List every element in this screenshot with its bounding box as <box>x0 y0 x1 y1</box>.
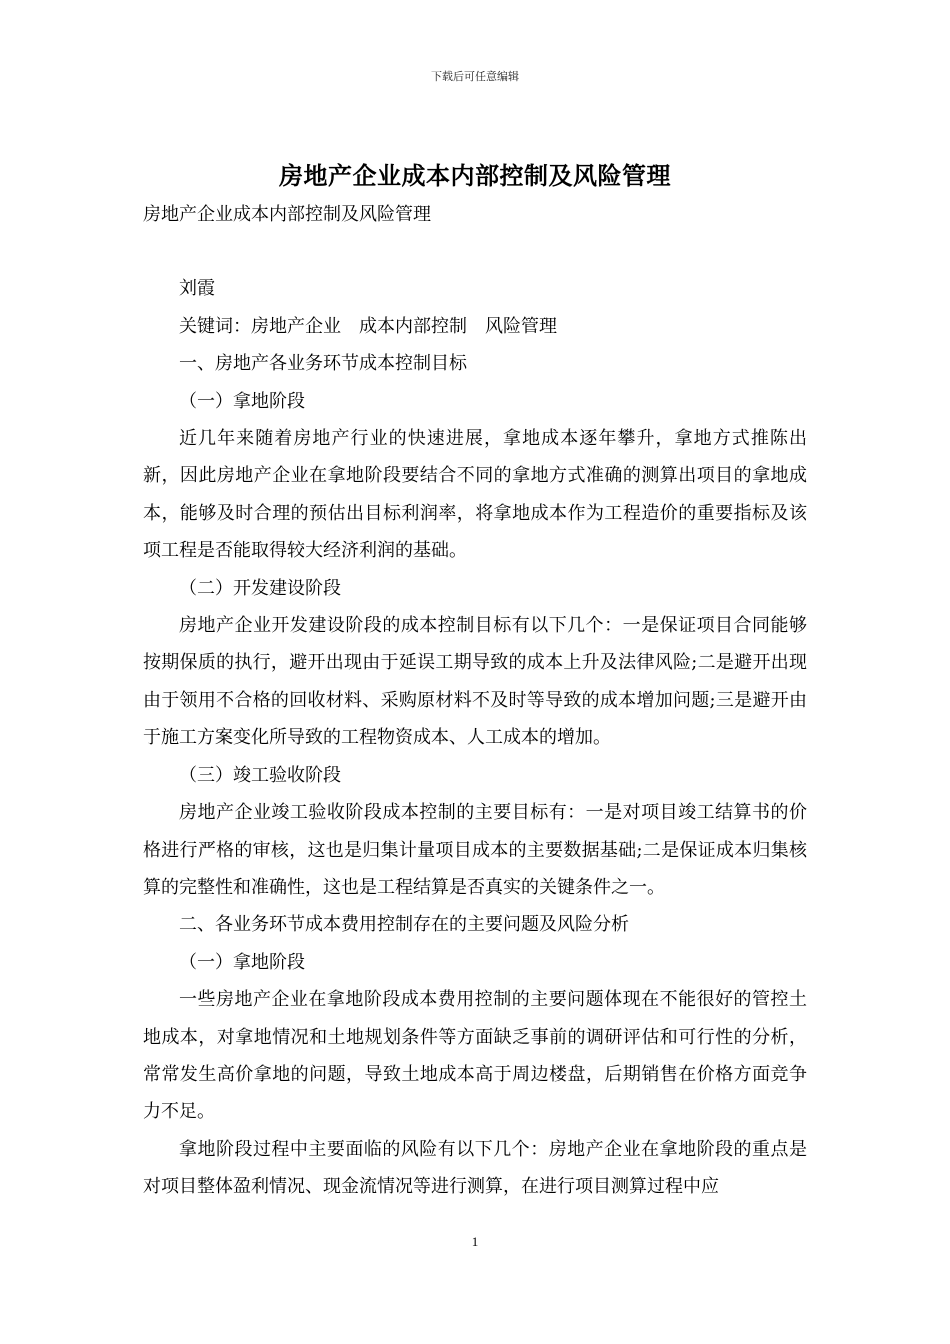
section-heading: 一、房地产各业务环节成本控制目标 <box>179 353 467 375</box>
page-header: 下载后可任意编辑 <box>431 70 519 83</box>
author: 刘霞 <box>179 278 215 300</box>
document-body <box>143 196 807 1206</box>
paragraph: 拿地阶段过程中主要面临的风险有以下几个：房地产企业在拿地阶段的重点是对项目整体盈利情况、现金流情况等进行测算，在进行项目测算过程中应 <box>143 1138 807 1198</box>
subsection-heading: （三）竣工验收阶段 <box>179 764 341 786</box>
page-number: 1 <box>471 1234 479 1249</box>
paragraph: 房地产企业开发建设阶段的成本控制目标有以下几个：一是保证项目合同能够按期保质的执行，避开出现由于延误工期导致的成本上升及法律风险;二是避开出现由于领用不合格的回收材料、采购原材料不及时等导致的成本增加问题;三是避开由于施工方案变化所导致的工程物资成本、人工成本的增加。 <box>143 615 807 749</box>
document-title: 房地产企业成本内部控制及风险管理 <box>279 162 671 190</box>
keywords: 关键词：房地产企业 成本内部控制 风险管理 <box>179 315 557 337</box>
paragraph: 房地产企业竣工验收阶段成本控制的主要目标有：一是对项目竣工结算书的价格进行严格的审核，这也是归集计量项目成本的主要数据基础;二是保证成本归集核算的完整性和准确性，这也是工程结算是否真实的关键条件之一。 <box>143 802 807 898</box>
subsection-heading: （二）开发建设阶段 <box>179 577 341 599</box>
subsection-heading: （一）拿地阶段 <box>179 951 305 973</box>
paragraph: 一些房地产企业在拿地阶段成本费用控制的主要问题体现在不能很好的管控土地成本，对拿地情况和土地规划条件等方面缺乏事前的调研评估和可行性的分析，常常发生高价拿地的问题，导致土地成本高于周边楼盘，后期销售在价格方面竞争力不足。 <box>143 989 807 1123</box>
section-heading: 二、各业务环节成本费用控制存在的主要问题及风险分析 <box>179 914 629 936</box>
subtitle: 房地产企业成本内部控制及风险管理 <box>143 204 431 225</box>
subsection-heading: （一）拿地阶段 <box>179 390 305 412</box>
paragraph: 近几年来随着房地产行业的快速进展，拿地成本逐年攀升，拿地方式推陈出新，因此房地产企业在拿地阶段要结合不同的拿地方式准确的测算出项目的拿地成本，能够及时合理的预估出目标利润率，将拿地成本作为工程造价的重要指标及该项工程是否能取得较大经济利润的基础。 <box>143 428 807 562</box>
spacer <box>143 233 807 270</box>
